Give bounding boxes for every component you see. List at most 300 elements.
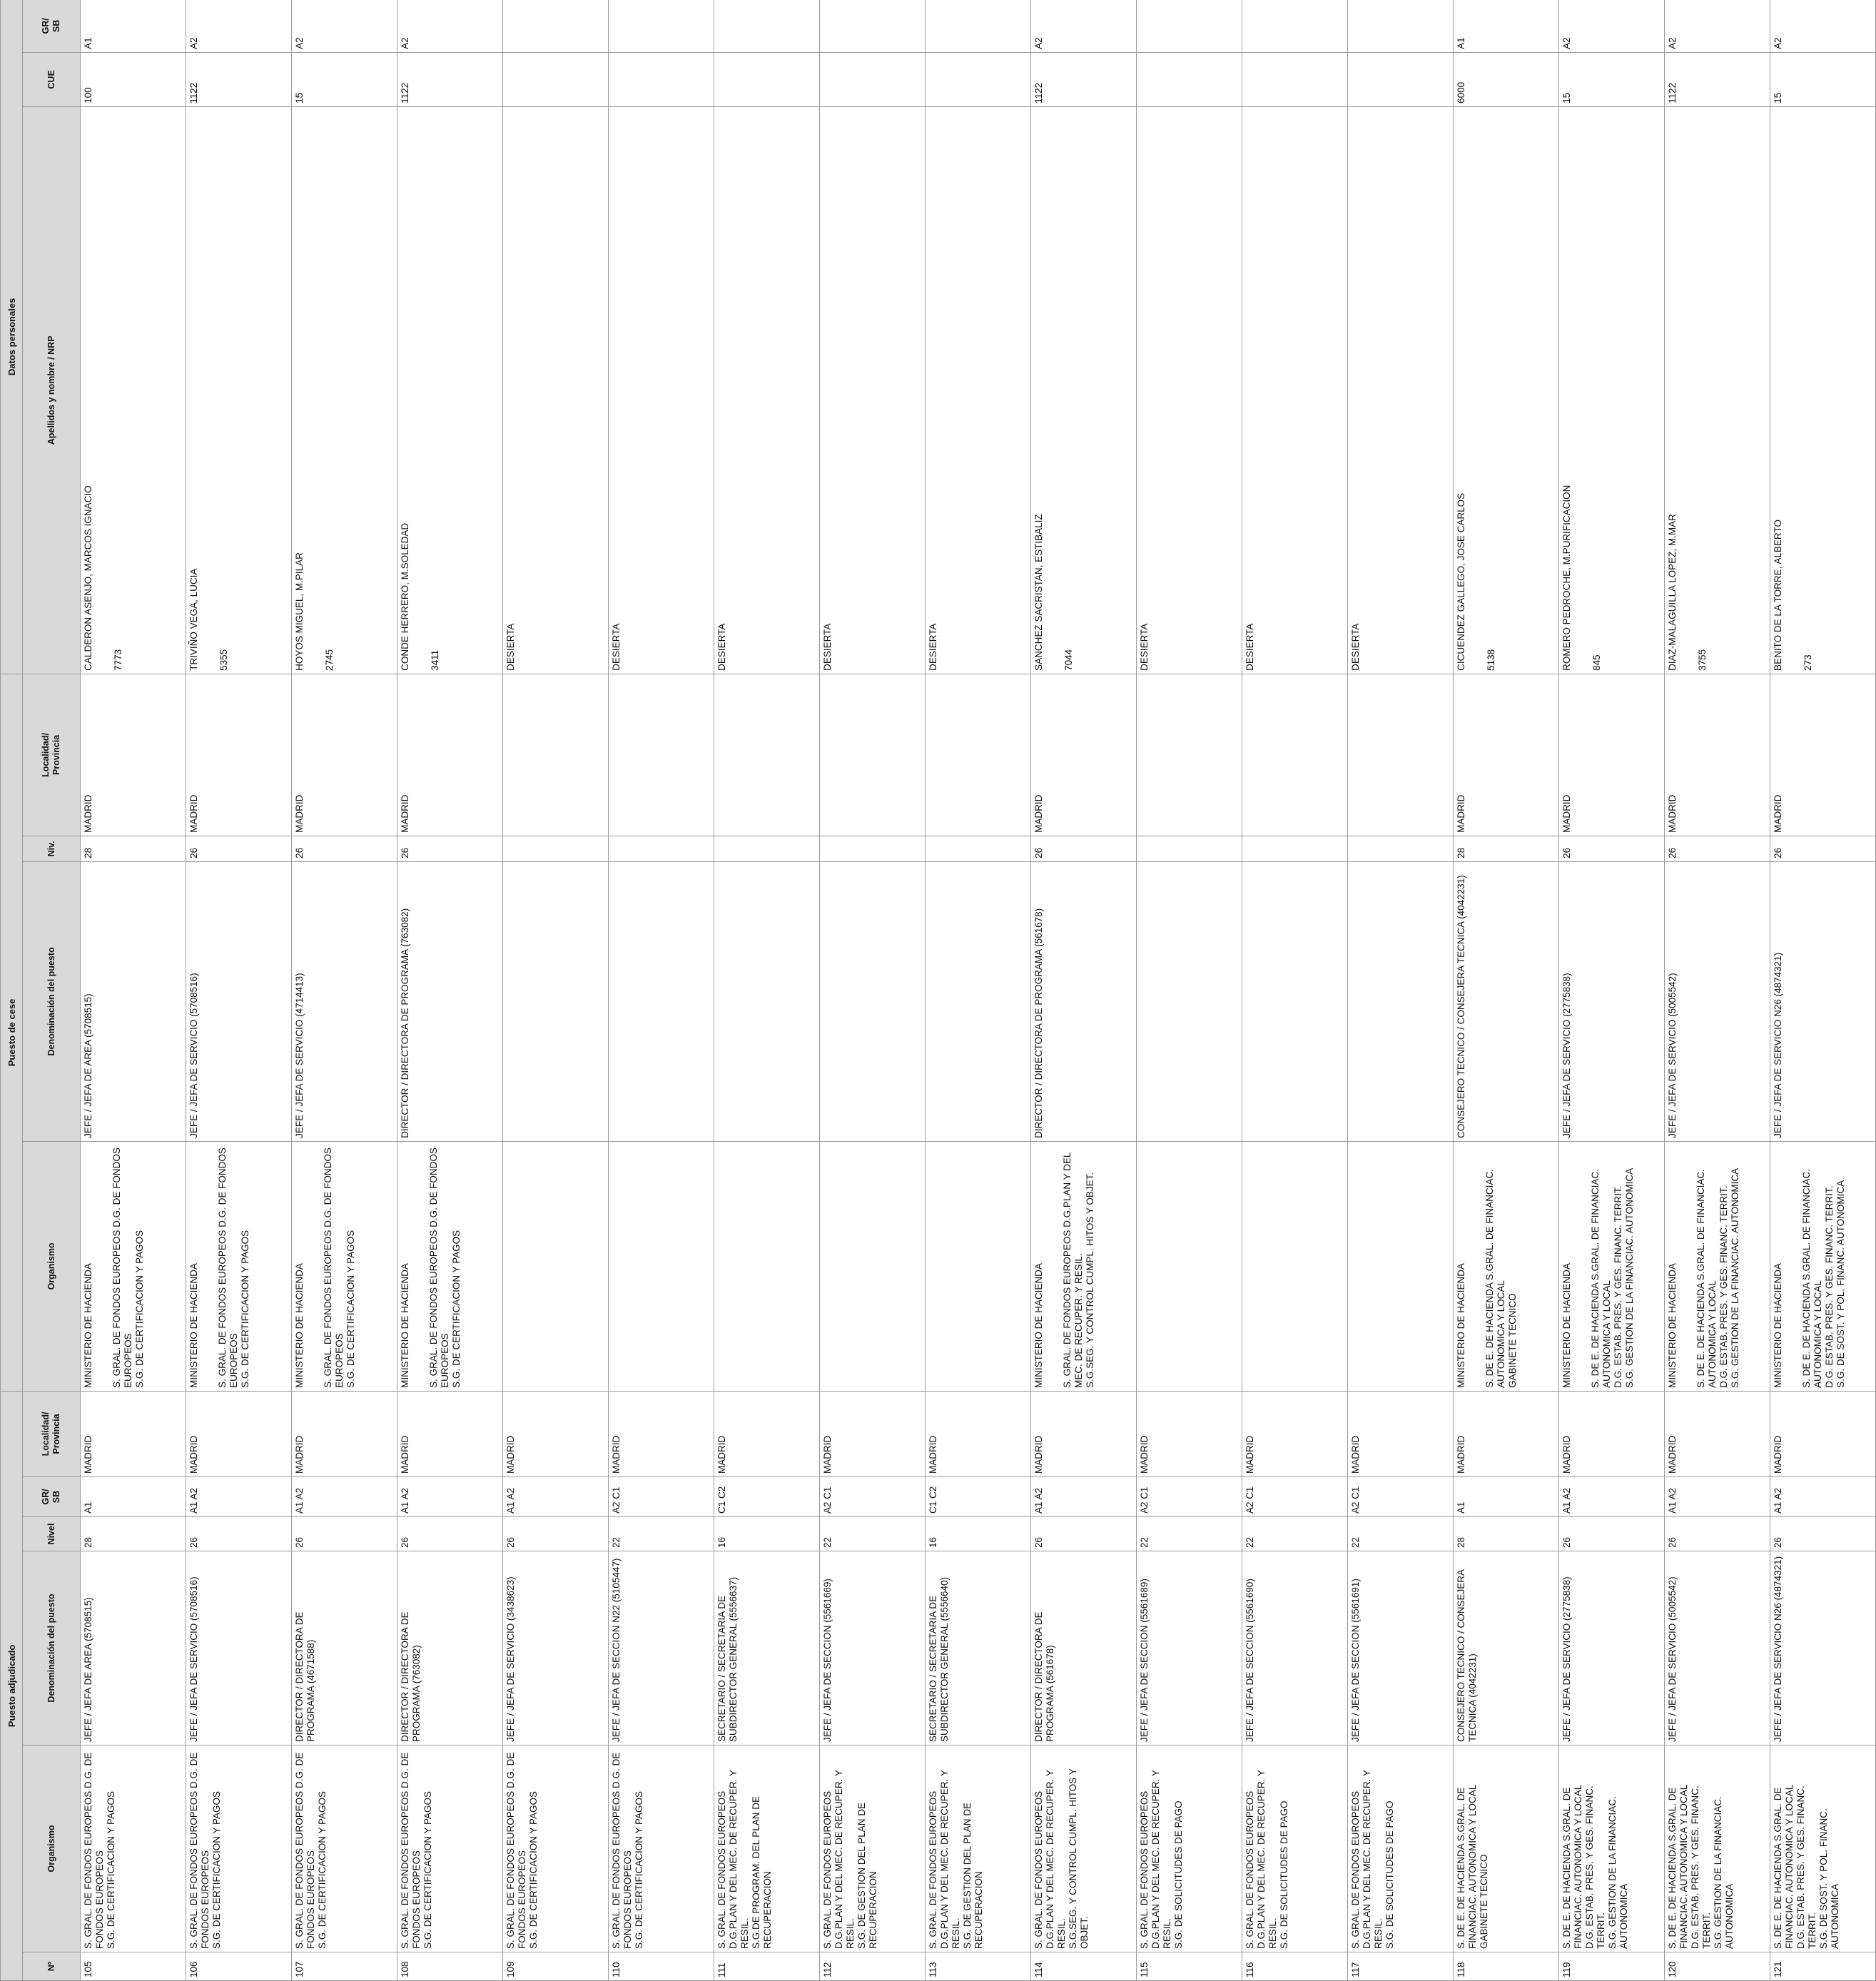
cell-cese-localidad-c-loc-text: MADRID <box>294 794 305 833</box>
cell-denominacion-den-text: JEFE / JEFA DE SERVICIO N26 (4874321) <box>1773 1556 1783 1742</box>
cell-gr-sb <box>186 1477 292 1517</box>
cell-gr-sb <box>81 1477 186 1517</box>
cell-num <box>1559 1952 1665 1981</box>
cell-cese-nivel-c-niv-text: 26 <box>1033 847 1044 858</box>
cell-cese-organismo <box>1348 1141 1454 1391</box>
cell-organismo <box>714 1746 820 1952</box>
cell-cese-organismo-c-org-a-text: MINISTERIO DE HACIENDA <box>1033 1263 1044 1388</box>
cell-cue <box>1137 52 1242 106</box>
cell-organismo <box>1454 1746 1559 1952</box>
cell-num <box>820 1952 926 1981</box>
cell-gr-sb <box>926 1477 1031 1517</box>
cell-localidad-loc-text: MADRID <box>1244 1435 1255 1474</box>
cell-cese-organismo <box>714 1141 820 1391</box>
cell-num <box>292 1952 397 1981</box>
cell-cese-organismo-c-org-a-text: MINISTERIO DE HACIENDA <box>188 1263 199 1388</box>
cell-personal-gr-sb-gr-text: A2 <box>400 37 410 49</box>
cell-organismo-org-text: S. GRAL. DE FONDOS EUROPEOS D.G.PLAN Y DEL MEC. DE RECUPER. Y RESIL. S.G.SEG. Y CONTROL CUMPL. HITOS Y OBJET. <box>1033 1768 1090 1949</box>
cell-denominacion <box>1242 1551 1348 1746</box>
cell-cese-nivel-c-niv-text: 26 <box>1561 847 1572 858</box>
cell-denominacion-den-text: JEFE / JEFA DE AREA (5708515) <box>83 1597 93 1742</box>
cell-nivel-nivel-text: 16 <box>716 1536 727 1548</box>
cell-personal-gr-sb-gr-text: A1 <box>83 37 93 49</box>
cell-nivel <box>81 1517 186 1551</box>
cell-apellidos-nombre <box>1031 106 1137 674</box>
cell-apellidos-nombre-name-text: CALDERON ASENJO, MARCOS IGNACIO <box>83 485 93 671</box>
cell-gr-sb <box>714 1477 820 1517</box>
cell-cue <box>820 52 926 106</box>
cell-apellidos-nombre <box>397 106 503 674</box>
cell-organismo <box>926 1746 1031 1952</box>
cell-apellidos-nombre-name-text: DESIERTA <box>611 623 622 671</box>
cell-localidad <box>926 1391 1031 1476</box>
cell-num <box>1454 1952 1559 1981</box>
cell-localidad-loc-text: MADRID <box>1561 1435 1572 1474</box>
cell-denominacion <box>1665 1551 1770 1746</box>
cell-apellidos-nombre-name-text: CICUENDEZ GALLEGO, JOSE CARLOS <box>1456 492 1466 671</box>
cell-nivel-nivel-text: 26 <box>1561 1536 1572 1548</box>
cell-num-num-text: 107 <box>294 1961 305 1977</box>
cell-apellidos-nombre-name-text: DESIERTA <box>1244 623 1255 671</box>
cell-num <box>1137 1952 1242 1981</box>
cell-localidad-loc-text: MADRID <box>188 1435 199 1474</box>
cell-localidad <box>820 1391 926 1476</box>
cell-cese-localidad-c-loc-text: MADRID <box>1773 794 1783 833</box>
cell-personal-gr-sb-gr-text: A2 <box>1033 37 1044 49</box>
cell-num-num-text: 106 <box>188 1961 199 1977</box>
cell-cese-localidad <box>1137 674 1242 836</box>
cell-denominacion-den-text: SECRETARIO / SECRETARIA DE SUBDIRECTOR GENERAL (5556640) <box>928 1576 950 1742</box>
cell-organismo <box>397 1746 503 1952</box>
cell-cese-organismo-c-org-a-text: MINISTERIO DE HACIENDA <box>294 1263 305 1388</box>
cell-nivel <box>714 1517 820 1551</box>
cell-num-num-text: 119 <box>1561 1962 1572 1977</box>
cell-organismo-org-text: S. GRAL. DE FONDOS EUROPEOS D.G.PLAN Y DEL MEC. DE RECUPER. Y RESIL. S.G. DE SOLICITUDES DE PAGO <box>1244 1770 1289 1949</box>
cell-apellidos-nombre-nrp-text: 5138 <box>1486 649 1496 671</box>
cell-nivel <box>1770 1517 1876 1551</box>
cell-personal-gr-sb <box>1454 0 1559 52</box>
cell-nivel-nivel-text: 22 <box>1244 1536 1255 1548</box>
cell-cese-localidad <box>820 674 926 836</box>
cell-apellidos-nombre-name-text: BENITO DE LA TORRE, ALBERTO <box>1773 520 1783 671</box>
cell-personal-gr-sb-gr-text: A2 <box>1667 37 1678 49</box>
cell-apellidos-nombre <box>820 106 926 674</box>
cell-nivel <box>503 1517 609 1551</box>
table-row <box>714 0 820 1981</box>
cell-organismo-org-text: S. GRAL. DE FONDOS EUROPEOS D.G. DE FONDOS EUROPEOS S.G. DE CERTIFICACION Y PAGOS <box>400 1752 433 1949</box>
cell-denominacion <box>1137 1551 1242 1746</box>
cell-personal-gr-sb <box>609 0 714 52</box>
cell-apellidos-nombre <box>1559 106 1665 674</box>
cell-cese-organismo <box>503 1141 609 1391</box>
cell-cese-denominacion <box>186 861 292 1141</box>
cell-cese-localidad-c-loc-text: MADRID <box>1561 794 1572 833</box>
cell-nivel <box>1454 1517 1559 1551</box>
cell-apellidos-nombre <box>186 106 292 674</box>
cell-apellidos-nombre-nrp-text: 7044 <box>1063 649 1074 671</box>
cell-gr-sb <box>1665 1477 1770 1517</box>
cell-cese-localidad <box>1348 674 1454 836</box>
cell-organismo-org-text: S. GRAL. DE FONDOS EUROPEOS D.G. DE FONDOS EUROPEOS S.G. DE CERTIFICACION Y PAGOS <box>188 1752 222 1949</box>
cell-num-num-text: 117 <box>1350 1962 1361 1977</box>
cell-cese-denominacion <box>820 861 926 1141</box>
cell-localidad-loc-text: MADRID <box>1350 1435 1361 1474</box>
cell-localidad-loc-text: MADRID <box>1773 1435 1783 1474</box>
cell-apellidos-nombre-name-text: CONDE HERRERO, M.SOLEDAD <box>400 522 410 671</box>
cell-apellidos-nombre-name-text: DESIERTA <box>1139 623 1150 671</box>
cell-gr-sb <box>503 1477 609 1517</box>
cell-nivel <box>397 1517 503 1551</box>
cell-gr-sb <box>1559 1477 1665 1517</box>
table-row <box>926 0 1031 1981</box>
cell-denominacion <box>714 1551 820 1746</box>
cell-cue <box>397 52 503 106</box>
header-personal-gr-sb: GR/ SB <box>23 0 81 52</box>
cell-cese-localidad <box>397 674 503 836</box>
table-row <box>1031 0 1137 1981</box>
cell-apellidos-nombre-name-text: DIAZ-MALAGUILLA LOPEZ, M.MAR <box>1667 514 1678 671</box>
cell-cese-localidad <box>1770 674 1876 836</box>
cell-nivel-nivel-text: 26 <box>188 1536 199 1548</box>
cell-num <box>609 1952 714 1981</box>
cell-apellidos-nombre-nrp-text: 5355 <box>218 649 229 671</box>
cell-gr-sb-grsb-text: A2 C1 <box>1244 1486 1255 1514</box>
cell-num-num-text: 121 <box>1773 1961 1783 1977</box>
cell-nivel-nivel-text: 16 <box>928 1536 938 1548</box>
table-row <box>1559 0 1665 1981</box>
cell-organismo <box>1559 1746 1665 1952</box>
cell-apellidos-nombre <box>609 106 714 674</box>
cell-organismo <box>1348 1746 1454 1952</box>
cell-num-num-text: 108 <box>400 1961 410 1977</box>
cell-localidad <box>1454 1391 1559 1476</box>
cell-cese-nivel <box>1770 836 1876 861</box>
cell-cese-organismo <box>1031 1141 1137 1391</box>
cell-cese-denominacion <box>503 861 609 1141</box>
cell-cese-nivel-c-niv-text: 26 <box>400 847 410 858</box>
cell-cese-localidad <box>1031 674 1137 836</box>
cell-denominacion <box>926 1551 1031 1746</box>
cell-personal-gr-sb <box>820 0 926 52</box>
cell-localidad <box>714 1391 820 1476</box>
cell-cue-cue-text: 15 <box>1561 92 1572 103</box>
cell-cese-nivel <box>1137 836 1242 861</box>
cell-apellidos-nombre <box>1242 106 1348 674</box>
cell-personal-gr-sb-gr-text: A2 <box>1561 37 1572 49</box>
cell-denominacion-den-text: SECRETARIO / SECRETARIA DE SUBDIRECTOR GENERAL (5556637) <box>716 1576 739 1742</box>
cell-organismo-org-text: S. DE E. DE HACIENDA S.GRAL. DE FINANCIAC. AUTONOMICA Y LOCAL D.G. ESTAB. PRES. Y GES. FINANC. TERRIT. S.G. GESTION DE LA FINANCIAC. AUTONOMICA <box>1561 1784 1629 1949</box>
cell-cese-organismo-c-org-a-text: MINISTERIO DE HACIENDA <box>400 1263 410 1388</box>
cell-organismo <box>186 1746 292 1952</box>
cell-cese-denominacion <box>1665 861 1770 1141</box>
cell-cue <box>503 52 609 106</box>
cell-cese-nivel <box>714 836 820 861</box>
cell-cese-localidad <box>609 674 714 836</box>
cell-denominacion-den-text: CONSEJERO TECNICO / CONSEJERA TECNICA (4042231) <box>1456 1569 1478 1742</box>
cell-cese-organismo-c-org-a-text: MINISTERIO DE HACIENDA <box>1561 1263 1572 1388</box>
cell-cese-nivel-c-niv-text: 26 <box>1667 847 1678 858</box>
cell-localidad <box>292 1391 397 1476</box>
cell-cue-cue-text: 1122 <box>400 82 410 103</box>
group-datos-personales: Datos personales <box>1 0 23 674</box>
cell-nivel <box>1348 1517 1454 1551</box>
table-row <box>397 0 503 1981</box>
cell-nivel <box>609 1517 714 1551</box>
cell-nivel <box>292 1517 397 1551</box>
cell-cese-denominacion <box>714 861 820 1141</box>
cell-nivel-nivel-text: 22 <box>1350 1536 1361 1548</box>
cell-localidad-loc-text: MADRID <box>928 1435 938 1474</box>
cell-cese-localidad <box>503 674 609 836</box>
cell-cese-organismo-c-org-b-text: S. DE E. DE HACIENDA S.GRAL. DE FINANCIAC. AUTONOMICA Y LOCAL D.G. ESTAB. PRES. Y GES. FINANC. TERRIT. S.G. GESTION DE LA FINANCIAC. AUTONOMICA <box>1695 1167 1740 1388</box>
cell-nivel-nivel-text: 26 <box>1773 1536 1783 1548</box>
cell-apellidos-nombre-nrp-text: 3411 <box>430 649 440 671</box>
header-localidad: Localidad/ Provincia <box>23 1391 81 1476</box>
cell-cese-organismo <box>292 1141 397 1391</box>
cell-cese-denominacion-c-den-text: DIRECTOR / DIRECTORA DE PROGRAMA (561678) <box>1033 908 1044 1138</box>
cell-localidad-loc-text: MADRID <box>400 1435 410 1474</box>
cell-denominacion <box>397 1551 503 1746</box>
cell-gr-sb-grsb-text: A1 A2 <box>1033 1487 1044 1514</box>
cell-organismo <box>1031 1746 1137 1952</box>
cell-cese-localidad-c-loc-text: MADRID <box>1456 794 1466 833</box>
cell-organismo-org-text: S. GRAL. DE FONDOS EUROPEOS D.G. DE FONDOS EUROPEOS S.G. DE CERTIFICACION Y PAGOS <box>611 1752 644 1949</box>
cell-nivel-nivel-text: 28 <box>1456 1536 1466 1548</box>
cell-cese-nivel <box>1242 836 1348 861</box>
cell-organismo-org-text: S. GRAL. DE FONDOS EUROPEOS D.G.PLAN Y DEL MEC. DE RECUPER. Y RESIL. S.G. DE GESTION DEL PLAN DE RECUPERACION <box>928 1770 984 1949</box>
cell-apellidos-nombre <box>714 106 820 674</box>
cell-cue <box>1454 52 1559 106</box>
cell-cese-localidad-c-loc-text: MADRID <box>1033 794 1044 833</box>
cell-gr-sb-grsb-text: A1 A2 <box>1773 1487 1783 1514</box>
cell-localidad <box>397 1391 503 1476</box>
cell-personal-gr-sb <box>1348 0 1454 52</box>
header-cese-localidad: Localidad/ Provincia <box>23 674 81 836</box>
cell-gr-sb <box>1348 1477 1454 1517</box>
cell-cese-nivel <box>1559 836 1665 861</box>
table-row <box>1454 0 1559 1981</box>
cell-cese-organismo-c-org-a-text: MINISTERIO DE HACIENDA <box>1773 1263 1783 1388</box>
cell-apellidos-nombre-name-text: HOYOS MIGUEL, M.PILAR <box>294 552 305 671</box>
cell-num-num-text: 116 <box>1244 1962 1255 1977</box>
cell-organismo-org-text: S. GRAL. DE FONDOS EUROPEOS D.G. DE FONDOS EUROPEOS S.G. DE CERTIFICACION Y PAGOS <box>505 1752 539 1949</box>
cell-cue-cue-text: 15 <box>1773 92 1783 103</box>
cell-cese-localidad <box>292 674 397 836</box>
table-row <box>1242 0 1348 1981</box>
cell-cese-localidad <box>1665 674 1770 836</box>
cell-cese-denominacion-c-den-text: DIRECTOR / DIRECTORA DE PROGRAMA (763082) <box>400 908 410 1138</box>
cell-cue-cue-text: 1122 <box>1667 82 1678 103</box>
cell-cese-nivel-c-niv-text: 26 <box>294 847 305 858</box>
cell-num-num-text: 109 <box>505 1961 516 1977</box>
cell-gr-sb <box>1031 1477 1137 1517</box>
cell-cue <box>926 52 1031 106</box>
cell-num <box>1348 1952 1454 1981</box>
cell-cese-organismo <box>186 1141 292 1391</box>
table-row <box>820 0 926 1981</box>
cell-cese-nivel <box>1665 836 1770 861</box>
cell-personal-gr-sb-gr-text: A2 <box>1773 37 1783 49</box>
cell-localidad <box>81 1391 186 1476</box>
cell-num <box>1665 1952 1770 1981</box>
cell-localidad <box>609 1391 714 1476</box>
group-puesto-cese: Puesto de cese <box>1 674 23 1391</box>
cell-localidad <box>1348 1391 1454 1476</box>
cell-apellidos-nombre <box>292 106 397 674</box>
cell-cue-cue-text: 1122 <box>1033 82 1044 103</box>
cell-cese-nivel <box>609 836 714 861</box>
cell-nivel-nivel-text: 26 <box>1033 1536 1044 1548</box>
cell-cese-nivel-c-niv-text: 26 <box>188 847 199 858</box>
cell-cese-nivel <box>81 836 186 861</box>
cell-gr-sb <box>1137 1477 1242 1517</box>
cell-localidad-loc-text: MADRID <box>505 1435 516 1474</box>
cell-denominacion <box>1559 1551 1665 1746</box>
cell-cese-organismo <box>609 1141 714 1391</box>
cell-cese-denominacion-c-den-text: CONSEJERO TECNICO / CONSEJERA TECNICA (4042231) <box>1456 875 1466 1138</box>
cell-num <box>714 1952 820 1981</box>
cell-personal-gr-sb <box>1665 0 1770 52</box>
cell-cese-nivel <box>1454 836 1559 861</box>
cell-cese-organismo-c-org-b-text: S. DE E. DE HACIENDA S.GRAL. DE FINANCIAC. AUTONOMICA Y LOCAL GABINETE TECNICO <box>1484 1169 1518 1388</box>
cell-cue <box>81 52 186 106</box>
cell-nivel <box>1559 1517 1665 1551</box>
cell-cese-denominacion-c-den-text: JEFE / JEFA DE SERVICIO (4714413) <box>294 973 305 1138</box>
cell-nivel-nivel-text: 26 <box>1667 1536 1678 1548</box>
cell-personal-gr-sb <box>1770 0 1876 52</box>
cell-cue <box>714 52 820 106</box>
cell-personal-gr-sb <box>714 0 820 52</box>
cell-denominacion <box>81 1551 186 1746</box>
cell-localidad-loc-text: MADRID <box>1033 1435 1044 1474</box>
cell-apellidos-nombre-nrp-text: 273 <box>1803 654 1813 671</box>
header-nivel: Nivel <box>23 1517 81 1551</box>
cell-apellidos-nombre-name-text: DESIERTA <box>716 623 727 671</box>
cell-gr-sb-grsb-text: C1 C2 <box>716 1486 727 1514</box>
cell-cese-organismo <box>926 1141 1031 1391</box>
cell-cese-localidad <box>186 674 292 836</box>
cell-cue <box>1348 52 1454 106</box>
cell-localidad <box>1770 1391 1876 1476</box>
cell-cese-nivel <box>1031 836 1137 861</box>
cell-localidad-loc-text: MADRID <box>1456 1435 1466 1474</box>
cell-localidad <box>186 1391 292 1476</box>
cell-cese-denominacion-c-den-text: JEFE / JEFA DE SERVICIO (2775838) <box>1561 973 1572 1138</box>
cell-nivel <box>1242 1517 1348 1551</box>
cell-cese-nivel <box>292 836 397 861</box>
cell-denominacion-den-text: DIRECTOR / DIRECTORA DE PROGRAMA (4671588) <box>294 1611 316 1742</box>
cell-nivel-nivel-text: 22 <box>611 1536 622 1548</box>
cell-num <box>1242 1952 1348 1981</box>
cell-cese-organismo-c-org-b-text: S. GRAL. DE FONDOS EUROPEOS D.G. DE FONDOS EUROPEOS S.G. DE CERTIFICACION Y PAGOS <box>217 1147 250 1388</box>
cell-personal-gr-sb <box>81 0 186 52</box>
cell-cese-organismo-c-org-b-text: S. GRAL. DE FONDOS EUROPEOS D.G.PLAN Y DEL MEC. DE RECUPER. Y RESIL. S.G.SEG. Y CONTROL CUMPL. HITOS Y OBJET. <box>1062 1152 1095 1388</box>
cell-denominacion <box>1031 1551 1137 1746</box>
cell-nivel <box>820 1517 926 1551</box>
cell-cese-organismo <box>1770 1141 1876 1391</box>
cell-denominacion-den-text: JEFE / JEFA DE SERVICIO (2775838) <box>1561 1576 1572 1742</box>
cell-cue <box>186 52 292 106</box>
cell-nivel-nivel-text: 28 <box>83 1536 93 1548</box>
cell-organismo-org-text: S. GRAL. DE FONDOS EUROPEOS D.G. DE FONDOS EUROPEOS S.G. DE CERTIFICACION Y PAGOS <box>83 1752 116 1949</box>
cell-gr-sb <box>1242 1477 1348 1517</box>
cell-personal-gr-sb-gr-text: A1 <box>1456 37 1466 49</box>
cell-cese-localidad-c-loc-text: MADRID <box>188 794 199 833</box>
cell-personal-gr-sb <box>1559 0 1665 52</box>
cell-cese-denominacion <box>926 861 1031 1141</box>
cell-organismo <box>609 1746 714 1952</box>
cell-gr-sb-grsb-text: A1 A2 <box>294 1487 305 1514</box>
cell-apellidos-nombre-name-text: ROMERO PEDROCHE, M.PURIFICACION <box>1561 485 1572 671</box>
cell-cese-organismo-c-org-b-text: S. DE E. DE HACIENDA S.GRAL. DE FINANCIAC. AUTONOMICA Y LOCAL D.G. ESTAB. PRES. Y GES. FINANC. TERRIT. S.G. DE SOST. Y POL. FINANC. AUTONOMICA <box>1801 1169 1846 1388</box>
cell-gr-sb <box>1770 1477 1876 1517</box>
cell-cese-organismo <box>397 1141 503 1391</box>
table-body <box>81 0 1876 1981</box>
cell-organismo <box>81 1746 186 1952</box>
cell-localidad <box>1031 1391 1137 1476</box>
cell-gr-sb <box>1454 1477 1559 1517</box>
cell-gr-sb-grsb-text: A1 <box>83 1501 93 1514</box>
cell-cese-denominacion <box>1770 861 1876 1141</box>
cell-cese-denominacion <box>609 861 714 1141</box>
table-row <box>609 0 714 1981</box>
cell-denominacion-den-text: DIRECTOR / DIRECTORA DE PROGRAMA (561678) <box>1033 1611 1055 1742</box>
cell-apellidos-nombre-nrp-text: 2745 <box>324 649 335 671</box>
cell-cese-organismo-c-org-a-text: MINISTERIO DE HACIENDA <box>83 1263 93 1388</box>
cell-apellidos-nombre <box>926 106 1031 674</box>
cell-gr-sb <box>292 1477 397 1517</box>
cell-cese-localidad <box>1454 674 1559 836</box>
cell-organismo-org-text: S. GRAL. DE FONDOS EUROPEOS D.G.PLAN Y DEL MEC. DE RECUPER. Y RESIL. S.G. DE SOLICITUDES DE PAGO <box>1350 1770 1395 1949</box>
cell-num <box>926 1952 1031 1981</box>
cell-cese-localidad <box>81 674 186 836</box>
cell-num-num-text: 110 <box>611 1962 622 1977</box>
cell-nivel <box>1665 1517 1770 1551</box>
group-puesto-adjudicado: Puesto adjudicado <box>1 1391 23 1980</box>
cell-organismo-org-text: S. DE E. DE HACIENDA S.GRAL. DE FINANCIAC. AUTONOMICA Y LOCAL D.G. ESTAB. PRES. Y GES. FINANC. TERRIT. S.G. GESTION DE LA FINANCIAC. AUTONOMICA <box>1667 1784 1735 1949</box>
cell-cese-organismo <box>1137 1141 1242 1391</box>
cell-cese-localidad-c-loc-text: MADRID <box>400 794 410 833</box>
cell-denominacion <box>1454 1551 1559 1746</box>
cell-num <box>186 1952 292 1981</box>
cell-denominacion <box>1770 1551 1876 1746</box>
cell-cese-organismo-c-org-b-text: S. DE E. DE HACIENDA S.GRAL. DE FINANCIAC. AUTONOMICA Y LOCAL D.G. ESTAB. PRES. Y GES. FINANC. TERRIT. S.G. GESTION DE LA FINANCIAC. AUTONOMICA <box>1590 1167 1635 1388</box>
cell-cese-organismo <box>1559 1141 1665 1391</box>
cell-personal-gr-sb <box>292 0 397 52</box>
cell-localidad-loc-text: MADRID <box>294 1435 305 1474</box>
cell-apellidos-nombre <box>1454 106 1559 674</box>
cell-gr-sb <box>397 1477 503 1517</box>
cell-localidad <box>503 1391 609 1476</box>
cell-organismo <box>1770 1746 1876 1952</box>
cell-denominacion <box>820 1551 926 1746</box>
cell-cese-nivel <box>1348 836 1454 861</box>
cell-apellidos-nombre <box>1770 106 1876 674</box>
cell-apellidos-nombre <box>1665 106 1770 674</box>
cell-nivel <box>1031 1517 1137 1551</box>
cell-cese-organismo <box>1665 1141 1770 1391</box>
cell-denominacion-den-text: JEFE / JEFA DE SERVICIO (5005542) <box>1667 1576 1678 1742</box>
cell-localidad-loc-text: MADRID <box>611 1435 622 1474</box>
cell-cue-cue-text: 100 <box>83 87 93 103</box>
table-row <box>1137 0 1242 1981</box>
cell-denominacion-den-text: JEFE / JEFA DE SECCION (5561690) <box>1244 1579 1255 1742</box>
cell-apellidos-nombre-name-text: TRIVIÑO VEGA, LUCIA <box>188 568 199 671</box>
header-gr-sb: GR/ SB <box>23 1477 81 1517</box>
cell-localidad <box>1665 1391 1770 1476</box>
cell-cese-denominacion <box>397 861 503 1141</box>
cell-apellidos-nombre-nrp-text: 3755 <box>1697 649 1708 671</box>
